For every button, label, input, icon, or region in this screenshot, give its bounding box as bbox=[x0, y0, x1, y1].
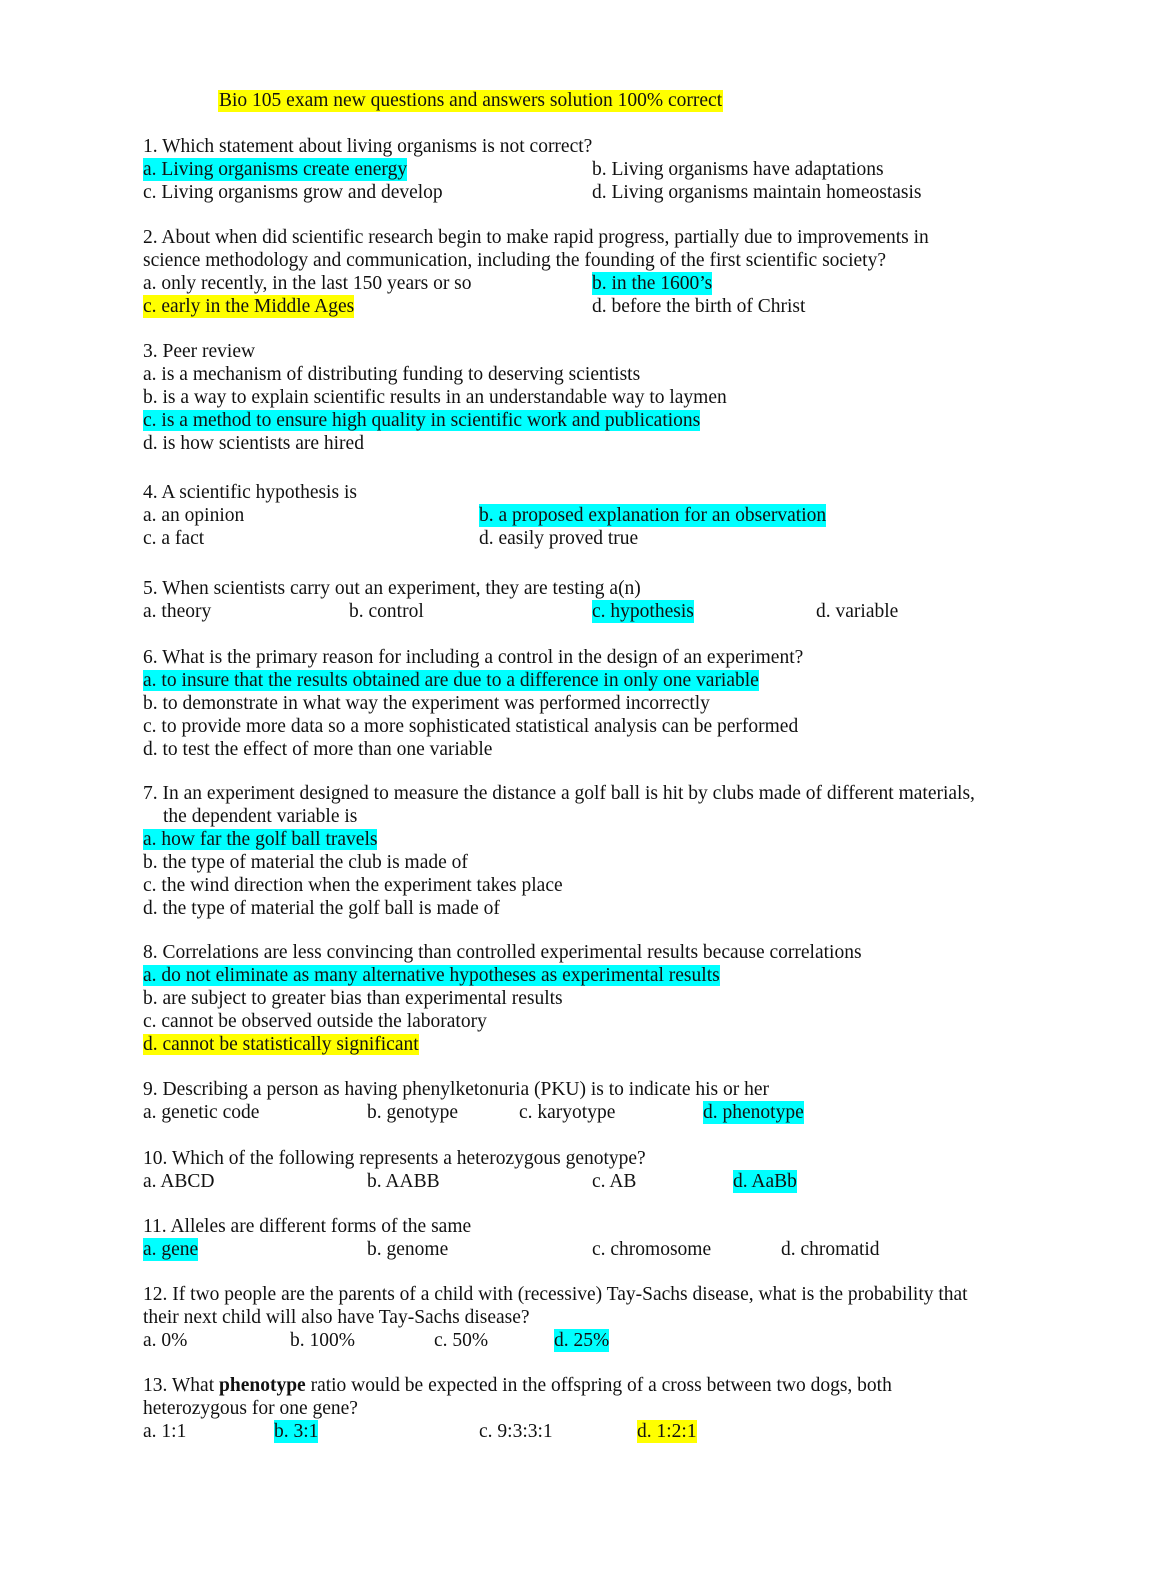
option-a: a. theory bbox=[143, 601, 212, 622]
question-prompt: 11. Alleles are different forms of the same bbox=[143, 1216, 472, 1237]
option-d: d. variable bbox=[816, 601, 899, 622]
question-6 bbox=[143, 646, 1003, 761]
option-c: c. chromosome bbox=[592, 1239, 712, 1260]
option-d: d. the type of material the golf ball is made of bbox=[143, 898, 500, 919]
question-prompt: 4. A scientific hypothesis is bbox=[143, 482, 357, 503]
question-13 bbox=[143, 1374, 1003, 1443]
option-a: a. to insure that the results obtained are due to a difference in only one variable bbox=[143, 670, 759, 691]
option-a: a. an opinion bbox=[143, 505, 245, 526]
question-11 bbox=[143, 1215, 1003, 1261]
option-d: d. cannot be statistically significant bbox=[143, 1034, 419, 1055]
option-b: b. a proposed explanation for an observation bbox=[479, 505, 827, 526]
option-d: d. chromatid bbox=[781, 1239, 880, 1260]
option-d: d. easily proved true bbox=[479, 528, 639, 549]
question-10 bbox=[143, 1147, 1003, 1193]
question-prompt: 1. Which statement about living organisms is not correct? bbox=[143, 136, 593, 157]
option-d: d. before the birth of Christ bbox=[592, 296, 806, 317]
option-c: c. hypothesis bbox=[592, 601, 694, 622]
question-prompt: 6. What is the primary reason for including a control in the design of an experiment? bbox=[143, 647, 804, 668]
option-a: a. Living organisms create energy bbox=[143, 159, 408, 180]
option-b: b. AABB bbox=[367, 1171, 440, 1192]
question-prompt: 5. When scientists carry out an experiment, they are testing a(n) bbox=[143, 578, 641, 599]
prompt-emphasis: phenotype bbox=[219, 1375, 306, 1396]
option-d: d. 1:2:1 bbox=[637, 1421, 697, 1442]
option-c: c. 50% bbox=[434, 1330, 489, 1351]
question-prompt-cont: their next child will also have Tay-Sachs disease? bbox=[143, 1307, 530, 1328]
option-b: b. 3:1 bbox=[274, 1421, 319, 1442]
question-prompt: 7. In an experiment designed to measure the distance a golf ball is hit by clubs made of different materials, bbox=[143, 783, 975, 804]
question-prompt-cont: the dependent variable is bbox=[163, 806, 358, 827]
prompt-text: 13. What bbox=[143, 1375, 220, 1396]
option-b: b. to demonstrate in what way the experiment was performed incorrectly bbox=[143, 693, 710, 714]
option-b: b. Living organisms have adaptations bbox=[592, 159, 884, 180]
document-title: Bio 105 exam new questions and answers solution 100% correct bbox=[219, 90, 723, 111]
question-1 bbox=[143, 135, 1003, 204]
option-a: a. do not eliminate as many alternative hypotheses as experimental results bbox=[143, 965, 720, 986]
question-7 bbox=[143, 782, 1003, 920]
question-prompt-cont: science methodology and communication, including the founding of the first scientific society? bbox=[143, 250, 886, 271]
question-prompt: 3. Peer review bbox=[143, 341, 256, 362]
question-prompt: 8. Correlations are less convincing than controlled experimental results because correlations bbox=[143, 942, 862, 963]
question-4 bbox=[143, 481, 1003, 550]
option-a: a. how far the golf ball travels bbox=[143, 829, 378, 850]
question-prompt bbox=[143, 1374, 1003, 1397]
option-b: b. 100% bbox=[290, 1330, 355, 1351]
option-b: b. the type of material the club is made of bbox=[143, 852, 468, 873]
option-a: a. 0% bbox=[143, 1330, 188, 1351]
option-c: c. AB bbox=[592, 1171, 637, 1192]
option-d: d. 25% bbox=[554, 1330, 610, 1351]
question-prompt: 9. Describing a person as having phenylketonuria (PKU) is to indicate his or her bbox=[143, 1079, 770, 1100]
option-c: c. a fact bbox=[143, 528, 205, 549]
option-c: c. to provide more data so a more sophisticated statistical analysis can be performed bbox=[143, 716, 799, 737]
question-5 bbox=[143, 577, 1003, 623]
question-prompt: 10. Which of the following represents a heterozygous genotype? bbox=[143, 1148, 646, 1169]
option-c: c. 9:3:3:1 bbox=[479, 1421, 553, 1442]
question-9 bbox=[143, 1078, 1003, 1124]
option-c: c. cannot be observed outside the laboratory bbox=[143, 1011, 487, 1032]
option-b: b. control bbox=[349, 601, 424, 622]
question-12 bbox=[143, 1283, 1003, 1352]
option-a: a. genetic code bbox=[143, 1102, 260, 1123]
option-d: d. Living organisms maintain homeostasis bbox=[592, 182, 922, 203]
option-c: c. karyotype bbox=[519, 1102, 616, 1123]
option-c: c. early in the Middle Ages bbox=[143, 296, 355, 317]
option-b: b. in the 1600’s bbox=[592, 273, 713, 294]
option-c: c. Living organisms grow and develop bbox=[143, 182, 443, 203]
option-c: c. is a method to ensure high quality in scientific work and publications bbox=[143, 410, 701, 431]
prompt-text: ratio would be expected in the offspring of a cross between two dogs, both bbox=[305, 1375, 892, 1396]
option-b: b. are subject to greater bias than experimental results bbox=[143, 988, 563, 1009]
option-a: a. 1:1 bbox=[143, 1421, 187, 1442]
question-8 bbox=[143, 941, 1003, 1056]
question-3 bbox=[143, 340, 1003, 455]
option-a: a. gene bbox=[143, 1239, 199, 1260]
question-prompt: 12. If two people are the parents of a child with (recessive) Tay-Sachs disease, what is the probability that bbox=[143, 1284, 968, 1305]
option-d: d. to test the effect of more than one variable bbox=[143, 739, 493, 760]
option-d: d. is how scientists are hired bbox=[143, 433, 364, 454]
question-prompt: 2. About when did scientific research begin to make rapid progress, partially due to improvements in bbox=[143, 227, 929, 248]
option-c: c. the wind direction when the experiment takes place bbox=[143, 875, 563, 896]
option-d: d. AaBb bbox=[733, 1171, 797, 1192]
option-a: a. only recently, in the last 150 years or so bbox=[143, 273, 472, 294]
question-2 bbox=[143, 226, 1003, 318]
option-a: a. is a mechanism of distributing funding to deserving scientists bbox=[143, 364, 641, 385]
question-prompt-cont: heterozygous for one gene? bbox=[143, 1398, 358, 1419]
option-b: b. genome bbox=[367, 1239, 449, 1260]
option-b: b. genotype bbox=[367, 1102, 458, 1123]
option-b: b. is a way to explain scientific results in an understandable way to laymen bbox=[143, 387, 727, 408]
option-a: a. ABCD bbox=[143, 1171, 215, 1192]
option-d: d. phenotype bbox=[703, 1102, 804, 1123]
